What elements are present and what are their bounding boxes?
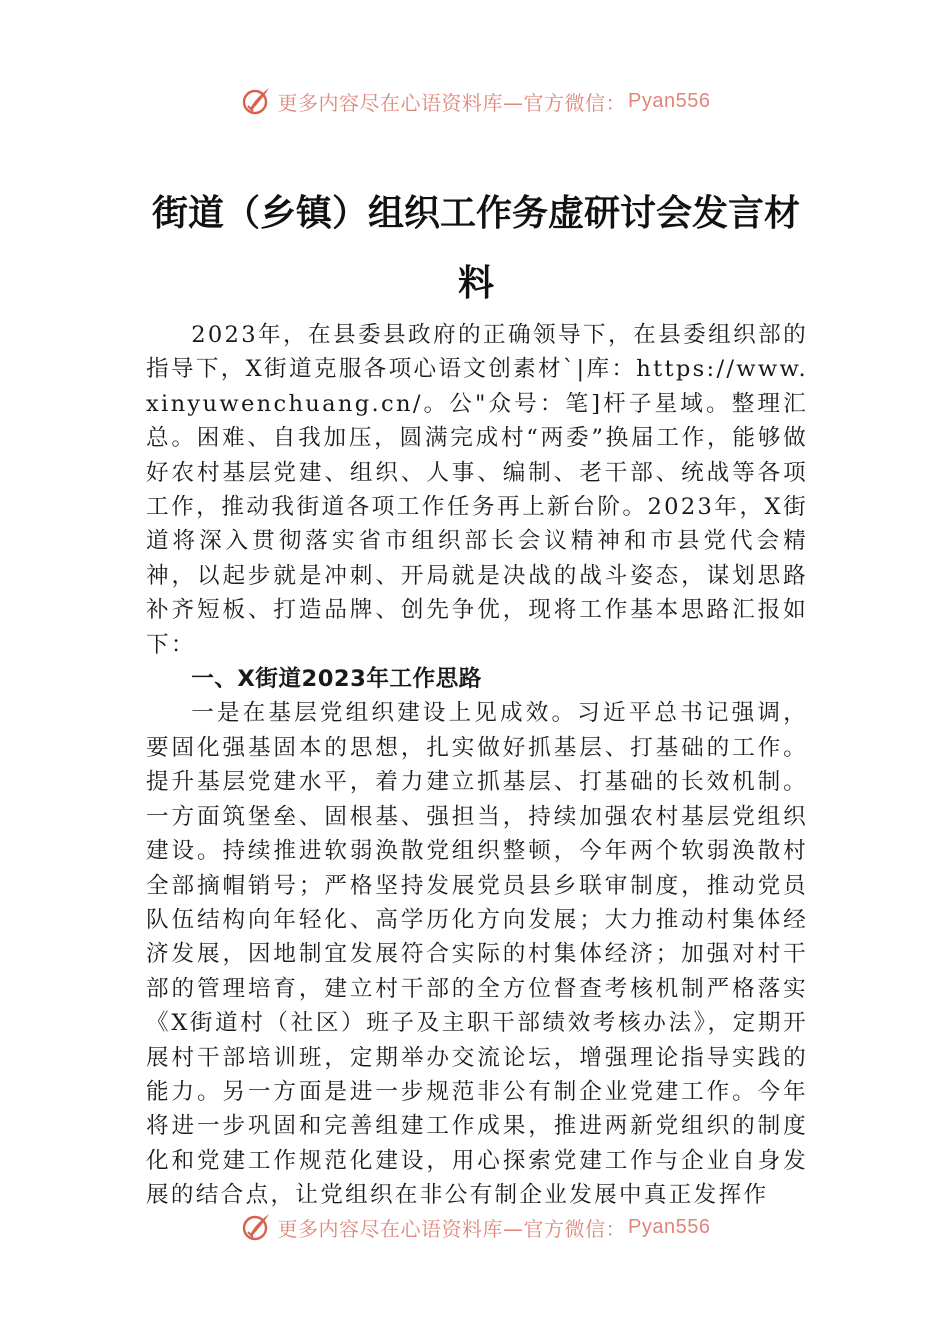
footer-banner-text: 更多内容尽在心语资料库—官方微信： bbox=[277, 1216, 627, 1241]
quill-logo-icon bbox=[240, 85, 272, 117]
header-watermark-banner bbox=[0, 84, 950, 118]
document-body bbox=[146, 318, 808, 1213]
document-title: 街道（乡镇）组织工作务虚研讨会发言材料 bbox=[151, 192, 800, 304]
section-paragraph: 一是在基层党组织建设上见成效。习近平总书记强调，要固化强基固本的思想，扎实做好抓基层、打基础的工作。提升基层党建水平，着力建立抓基层、打基础的长效机制。一方面筑堡垒、固根基、强担当，持续加强农村基层党组织建设。持续推进软弱涣散党组织整顿，今年两个软弱涣散村全部摘帽销号；严格坚持发展党员县乡联审制度，推动党员队伍结构向年轻化、高学历化方向发展；大力推动村集体经济发展，因地制宜发展符合实际的村集体经济；加强对村干部的管理培育，建立村干部的全方位督查考核机制严格落实《X街道村（社区）班子及主职干部绩效考核办法》，定期开展村干部培训班，定期举办交流论坛，增强理论指导实践的能力。另一方面是进一步规范非公有制企业党建工作。今年将进一步巩固和完善组建工作成果，推进两新党组织的制度化和党建工作规范化建设，用心探索党建工作与企业自身发展的结合点，让党组织在非公有制企业发展中真正发挥作 bbox=[146, 700, 808, 1209]
footer-banner-handle: Pyan556 bbox=[628, 1215, 711, 1238]
quill-logo-icon bbox=[240, 1211, 272, 1243]
header-banner-handle: Pyan556 bbox=[628, 89, 711, 112]
header-banner-text: 更多内容尽在心语资料库—官方微信： bbox=[277, 90, 627, 115]
footer-watermark-banner bbox=[0, 1210, 950, 1244]
intro-paragraph: 2023年，在县委县政府的正确领导下，在县委组织部的指导下，X街道克服各项心语文创素材`|库：https://www.xinyuwenchuang.cn/。公"众号：笔]杆子星域。整理汇总。困难、自我加压，圆满完成村“两委”换届工作，能够做好农村基层党建、组织、人事、编制、老干部、统战等各项工作，推动我街道各项工作任务再上新台阶。2023年，X街道将深入贯彻落实省市组织部长会议精神和市县党代会精神，以起步就是冲刺、开局就是决战的战斗姿态，谋划思路补齐短板、打造品牌、创先争优，现将工作基本思路汇报如下： bbox=[146, 322, 808, 658]
section-heading: 一、X街道2023年工作思路 bbox=[191, 666, 482, 693]
